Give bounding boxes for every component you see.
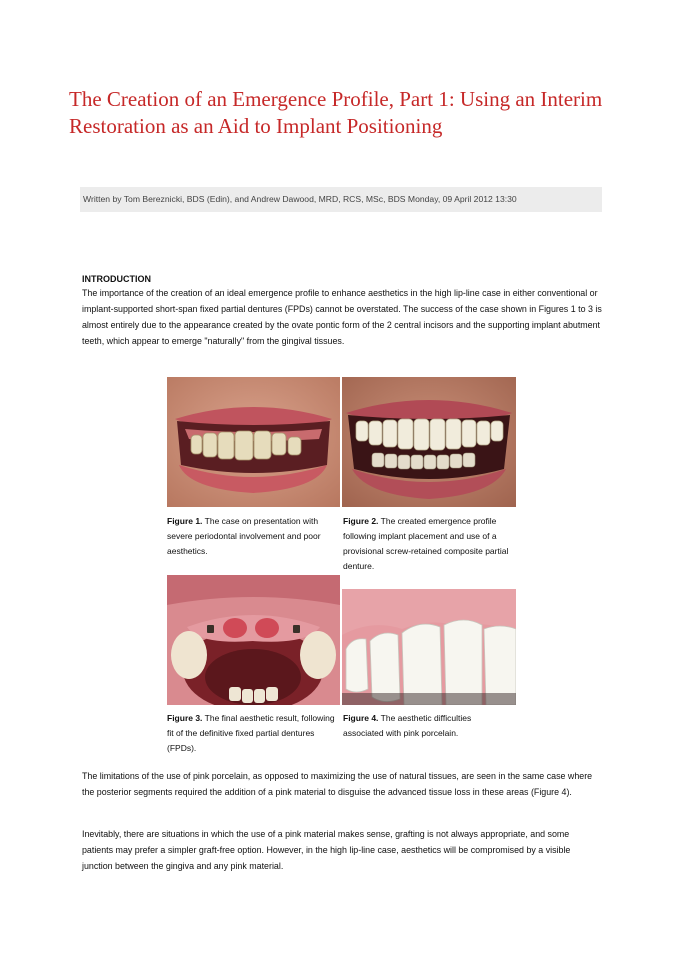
figure-3-caption-text: The final aesthetic result, following fit of the definitive fixed partial dentures (FPDs). bbox=[167, 713, 335, 753]
figure-4-caption-text: The aesthetic difficulties associated with pink porcelain. bbox=[343, 713, 472, 738]
figure-1-caption bbox=[167, 514, 337, 559]
figure-3-photo bbox=[167, 575, 340, 705]
figure-2-caption bbox=[343, 514, 511, 574]
figure-1-caption-text: The case on presentation with severe periodontal involvement and poor aesthetics. bbox=[167, 516, 321, 556]
figure-3-label: Figure 3. bbox=[167, 713, 203, 723]
byline: Written by Tom Bereznicki, BDS (Edin), and Andrew Dawood, MRD, RCS, MSc, BDS Monday, 09 April 2012 13:30 bbox=[80, 187, 602, 212]
figure-2-caption-text: The created emergence profile following implant placement and use of a provisional screw-retained composite partial denture. bbox=[343, 516, 509, 571]
figure-4-photo bbox=[342, 589, 516, 705]
pink-porcelain-paragraph: The limitations of the use of pink porcelain, as opposed to maximizing the use of natural tissues, are seen in the same case where the posterior segments required the addition of a pink material to disguise the advanced tissue loss in these areas (Figure 4). bbox=[82, 771, 593, 797]
figure-4-label: Figure 4. bbox=[343, 713, 379, 723]
figure-3-caption bbox=[167, 711, 337, 756]
pink-material-paragraph: Inevitably, there are situations in which the use of a pink material makes sense, grafting is not always appropriate, and some patients may prefer a simpler graft-free option. However, in the high lip-line case, aesthetics will be compromised by a visible junction between the gingiva and any pink material. bbox=[82, 829, 571, 871]
intro-paragraph: The importance of the creation of an ideal emergence profile to enhance aesthetics in the high lip-line case in either conventional or implant-supported short-span fixed partial dentures (FPDs) cannot be overstated. The success of the case shown in Figures 1 to 3 is almost entirely due to the appearance created by the ovate pontic form of the 2 central incisors and the supporting implant abutment teeth, which appear to emerge "naturally" from the gingival tissues. bbox=[82, 288, 602, 346]
figure-2-photo bbox=[342, 377, 516, 507]
figure-2-label: Figure 2. bbox=[343, 516, 379, 526]
figure-4-caption bbox=[343, 711, 511, 741]
article-title: The Creation of an Emergence Profile, Part 1: Using an Interim Restoration as an Aid to Implant Positioning bbox=[69, 87, 603, 138]
figure-1-photo bbox=[167, 377, 340, 507]
intro-heading: INTRODUCTION bbox=[82, 274, 151, 284]
figure-1-label: Figure 1. bbox=[167, 516, 203, 526]
